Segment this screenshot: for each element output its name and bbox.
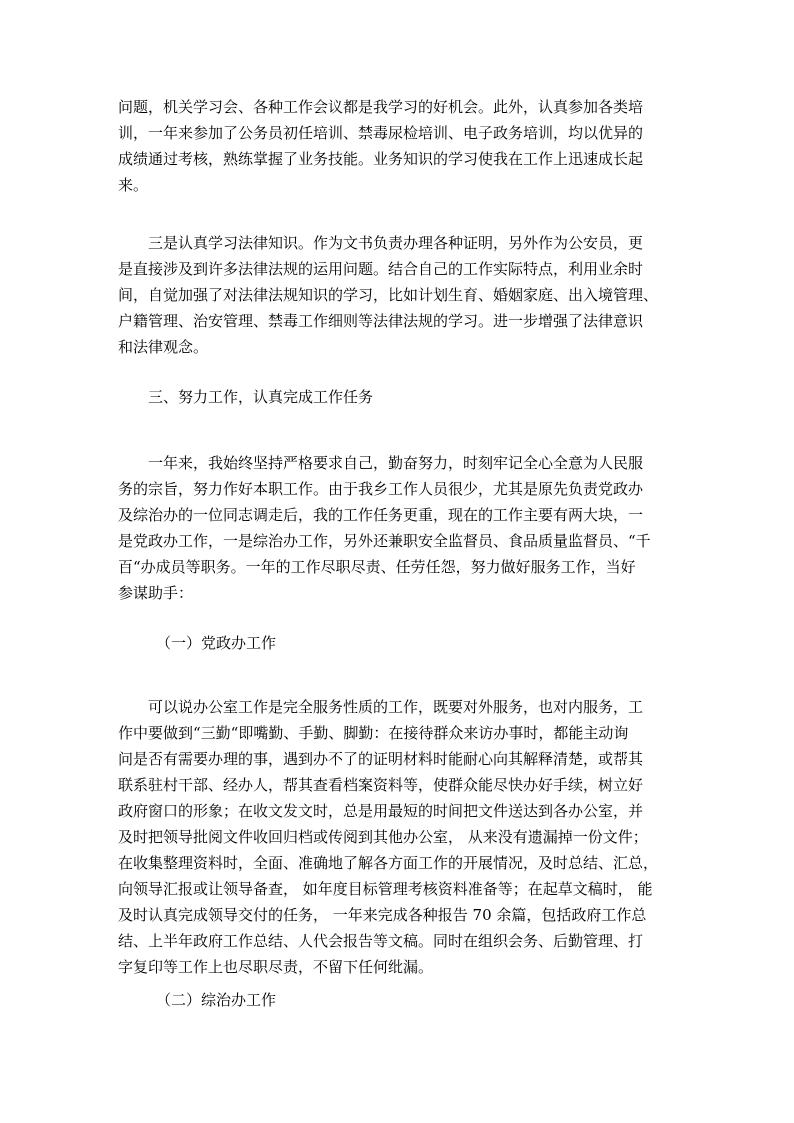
- text-line: 参谋助手：: [118, 584, 194, 602]
- text-line: 训，一年来参加了公务员初任培训、禁毒尿检培训、电子政务培训，均以优异的: [118, 124, 644, 142]
- section-heading-work: 三、努力工作，认真完成工作任务: [148, 388, 374, 406]
- text-line: 作中要做到“三勤“即嘴勤、手勤、脚勤：在接待群众来访办事时，都能主动询: [118, 724, 629, 742]
- text-line: 问是否有需要办理的事，遇到办不了的证明材料时能耐心向其解释清楚，或帮其: [118, 750, 644, 768]
- text-line: 一年来，我始终坚持严格要求自己，勤奋努力，时刻牢记全心全意为人民服: [148, 454, 644, 472]
- text-line: 是党政办工作，一是综治办工作，另外还兼职安全监督员、食品质量监督员、“千: [118, 532, 651, 550]
- text-line: 户籍管理、治安管理、禁毒工作细则等法律法规的学习。进一步增强了法律意识: [118, 312, 644, 330]
- text-line: 和法律观念。: [118, 338, 209, 356]
- text-line: 在收集整理资料时，全面、准确地了解各方面工作的开展情况，及时总结、汇总，: [118, 854, 659, 872]
- text-line: 来。: [118, 176, 149, 194]
- subsection-heading-comprehensive-office: （二）综治办工作: [156, 991, 277, 1009]
- text-line: 及时认真完成领导交付的任务， 一年来完成各种报告 70 余篇，包括政府工作总: [118, 906, 647, 924]
- text-line: 结、上半年政府工作总结、人代会报告等文稿。同时在组织会务、后勤管理、打: [118, 932, 644, 950]
- paragraph-legal-study: [118, 230, 676, 360]
- text-line: 百“办成员等职务。一年的工作尽职尽责、任劳任怨，努力做好服务工作，当好: [118, 558, 636, 576]
- text-line: 政府窗口的形象；在收文发文时，总是用最短的时间把文件送达到各办公室，并: [118, 802, 644, 820]
- text-line: 字复印等工作上也尽职尽责，不留下任何纰漏。: [118, 958, 434, 976]
- text-line: 问题，机关学习会、各种工作会议都是我学习的好机会。此外，认真参加各类培: [118, 98, 644, 116]
- paragraph-party-office-work: [118, 694, 676, 980]
- text-line: 三是认真学习法律知识。作为文书负责办理各种证明，另外作为公安员，更: [148, 234, 644, 252]
- text-line: 可以说办公室工作是完全服务性质的工作，既要对外服务，也对内服务，工: [148, 698, 644, 716]
- paragraph-study-opportunities: [118, 94, 676, 198]
- text-line: 及时把领导批阅文件收回归档或传阅到其他办公室， 从来没有遗漏掉一份文件；: [118, 828, 648, 846]
- paragraph-work-summary: [118, 450, 676, 606]
- text-line: 及综治办的一位同志调走后，我的工作任务更重，现在的工作主要有两大块，一: [118, 506, 644, 524]
- text-line: 成绩通过考核，熟练掌握了业务技能。业务知识的学习使我在工作上迅速成长起: [118, 150, 644, 168]
- text-line: 是直接涉及到许多法律法规的运用问题。结合自己的工作实际特点，利用业余时: [118, 260, 644, 278]
- text-line: 务的宗旨，努力作好本职工作。由于我乡工作人员很少，尤其是原先负责党政办: [118, 480, 644, 498]
- subsection-heading-party-office: （一）党政办工作: [156, 634, 277, 652]
- text-line: 联系驻村干部、经办人，帮其查看档案资料等，使群众能尽快办好手续，树立好: [118, 776, 644, 794]
- text-line: 间，自觉加强了对法律法规知识的学习，比如计划生育、婚姻家庭、出入境管理、: [118, 286, 659, 304]
- text-line: 向领导汇报或让领导备查， 如年度目标管理考核资料准备等；在起草文稿时， 能: [118, 880, 653, 898]
